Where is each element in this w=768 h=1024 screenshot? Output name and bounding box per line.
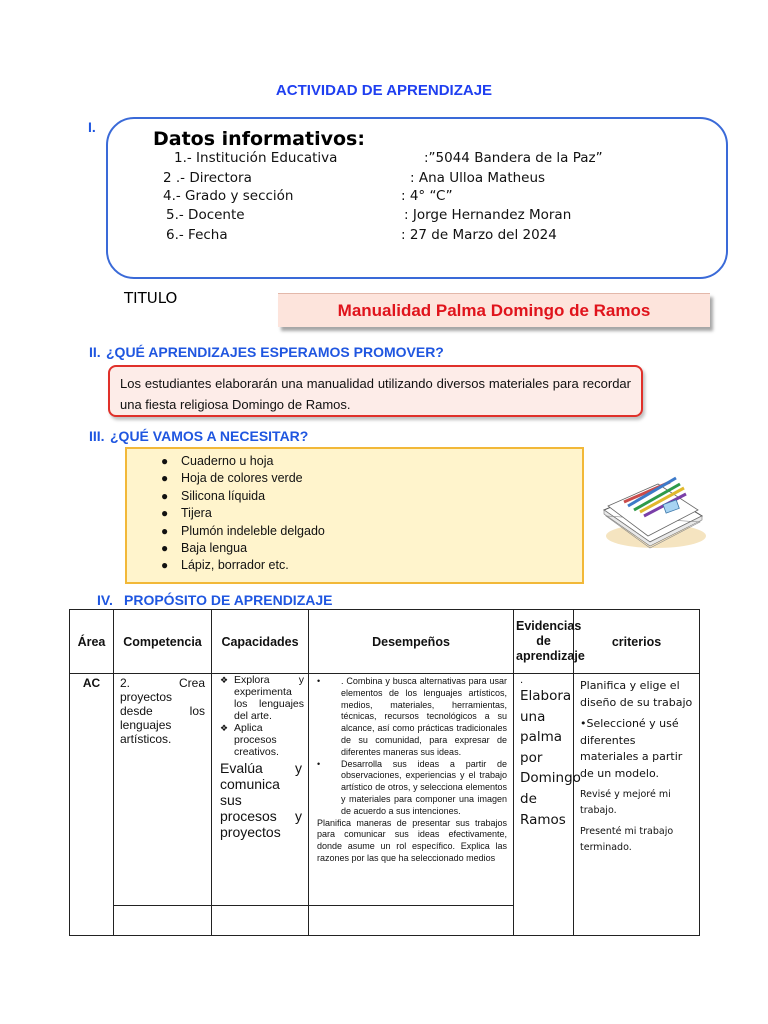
bullet-icon: ● bbox=[161, 506, 169, 521]
titulo-label: TITULO bbox=[124, 289, 178, 307]
titulo-value: Manualidad Palma Domingo de Ramos bbox=[337, 300, 651, 320]
criterio-item: Revisé y mejoré mi trabajo. bbox=[580, 789, 671, 816]
cell-empty bbox=[309, 906, 514, 936]
bullet-icon: ● bbox=[161, 454, 169, 468]
bullet-icon: ● bbox=[161, 471, 169, 486]
school-supplies-illustration bbox=[594, 458, 708, 554]
diamond-bullet-icon: ❖ bbox=[220, 675, 229, 685]
criterio-item: •Seleccioné y usé diferentes materiales a partir de un modelo. bbox=[580, 717, 683, 780]
criterio-item: Presenté mi trabajo terminado. bbox=[580, 826, 674, 853]
competencia-text: 2. Crea proyectos desde los lenguajes artísticos. bbox=[120, 676, 205, 746]
table-header-row bbox=[70, 610, 700, 674]
cell-criterios bbox=[574, 674, 700, 936]
capacidad-evalua: Evalúa y comunica sus procesos y proyectos bbox=[220, 760, 302, 840]
cell-area: AC bbox=[70, 674, 114, 936]
list-item: ● Silicona líquida bbox=[161, 488, 582, 505]
datos-label-docente: 5.- Docente bbox=[166, 207, 245, 223]
header-area: Área bbox=[70, 610, 114, 674]
list-item: ● Tijera bbox=[161, 505, 582, 522]
section-3-title: ¿QUÉ VAMOS A NECESITAR? bbox=[110, 428, 309, 444]
datos-value-docente: : Jorge Hernandez Moran bbox=[404, 207, 572, 223]
bullet-icon: • bbox=[317, 758, 321, 769]
section-2-number: II. bbox=[89, 344, 101, 360]
cell-evidencias bbox=[514, 674, 581, 936]
purpose-table bbox=[69, 609, 700, 936]
bullet-icon: ● bbox=[161, 523, 169, 538]
criterio-item: Planifica y elige el diseño de su trabajo bbox=[580, 679, 693, 709]
bullet-icon: ● bbox=[161, 488, 169, 503]
diamond-bullet-icon: ❖ bbox=[220, 723, 229, 733]
list-item: • Desarrolla sus ideas a partir de observaciones, experiencias y el trabajo artístico de otros, y selecciona elementos y materiales para componer una imagen de acuerdo a sus intenciones. bbox=[317, 758, 507, 816]
datos-value-directora: : Ana Ulloa Matheus bbox=[410, 170, 546, 186]
evidencia-text: Elabora una palma por Domingo de Ramos bbox=[520, 688, 581, 828]
bullet-icon: ● bbox=[161, 558, 169, 573]
datos-heading: Datos informativos: bbox=[153, 128, 365, 150]
section-4-title: PROPÓSITO DE APRENDIZAJE bbox=[124, 592, 333, 608]
materials-box bbox=[125, 447, 584, 584]
list-item: ❖ Aplica procesos creativos. bbox=[220, 722, 279, 758]
header-capacidades: Capacidades bbox=[212, 610, 309, 674]
desempenos-list bbox=[309, 674, 513, 818]
datos-value-institucion: :”5044 Bandera de la Paz” bbox=[424, 150, 603, 166]
datos-label-directora: 2 .- Directora bbox=[163, 170, 252, 186]
list-item: ● Cuaderno u hoja bbox=[161, 453, 582, 470]
datos-label-fecha: 6.- Fecha bbox=[166, 227, 228, 243]
evidencia-mark: . bbox=[520, 675, 524, 686]
list-item: ● Baja lengua bbox=[161, 540, 582, 557]
datos-value-grado: : 4° “C” bbox=[401, 188, 453, 204]
learning-goal-box: Los estudiantes elaborarán una manualidad utilizando diversos materiales para recordar una fiesta religiosa Domingo de Ramos. bbox=[108, 365, 643, 417]
criterios-list bbox=[574, 674, 699, 856]
cell-competencia bbox=[114, 674, 212, 906]
list-item: ● Lápiz, borrador etc. bbox=[161, 557, 582, 574]
header-desempenos: Desempeños bbox=[309, 610, 514, 674]
list-item: ❖ Explora y experimenta los lenguajes del arte. bbox=[220, 674, 304, 722]
list-item: • . Combina y busca alternativas para usar elementos de los lenguajes artísticos, medios, materiales, herramientas, técnicas, recursos tecnológicos a su alcance, así como prácticas tradicionales de su comunidad, para expresar de diferentes maneras sus ideas. bbox=[317, 676, 507, 757]
header-criterios: criterios bbox=[574, 610, 700, 674]
cell-capacidades bbox=[212, 674, 309, 906]
list-item: ● Hoja de colores verde bbox=[161, 470, 582, 487]
capacidades-list bbox=[212, 674, 308, 758]
bullet-icon: • bbox=[317, 676, 321, 686]
datos-value-fecha: : 27 de Marzo del 2024 bbox=[401, 227, 557, 243]
desempeno-planifica: Planifica maneras de presentar sus trabajos para comunicar sus ideas efectivamente, donde asume un rol específico. Explica las razones por las que ha seleccionado medios bbox=[317, 817, 507, 863]
section-3-number: III. bbox=[89, 428, 105, 444]
header-competencia: Competencia bbox=[114, 610, 212, 674]
datos-label-grado: 4.- Grado y sección bbox=[163, 188, 294, 204]
table-row bbox=[70, 674, 700, 906]
section-2-title: ¿QUÉ APRENDIZAJES ESPERAMOS PROMOVER? bbox=[106, 344, 444, 360]
section-1-number: I. bbox=[88, 119, 96, 135]
titulo-box bbox=[278, 293, 710, 327]
bullet-icon: ● bbox=[161, 541, 169, 556]
section-4-number: IV. bbox=[97, 592, 113, 608]
materials-list bbox=[161, 453, 582, 575]
page-title: ACTIVIDAD DE APRENDIZAJE bbox=[275, 82, 493, 99]
cell-empty bbox=[114, 906, 212, 936]
datos-label-institucion: 1.- Institución Educativa bbox=[174, 150, 338, 166]
cell-empty bbox=[212, 906, 309, 936]
header-evidencias: Evidencias de aprendizaje bbox=[514, 610, 574, 674]
list-item: ● Plumón indeleble delgado bbox=[161, 523, 582, 540]
cell-desempenos bbox=[309, 674, 514, 906]
